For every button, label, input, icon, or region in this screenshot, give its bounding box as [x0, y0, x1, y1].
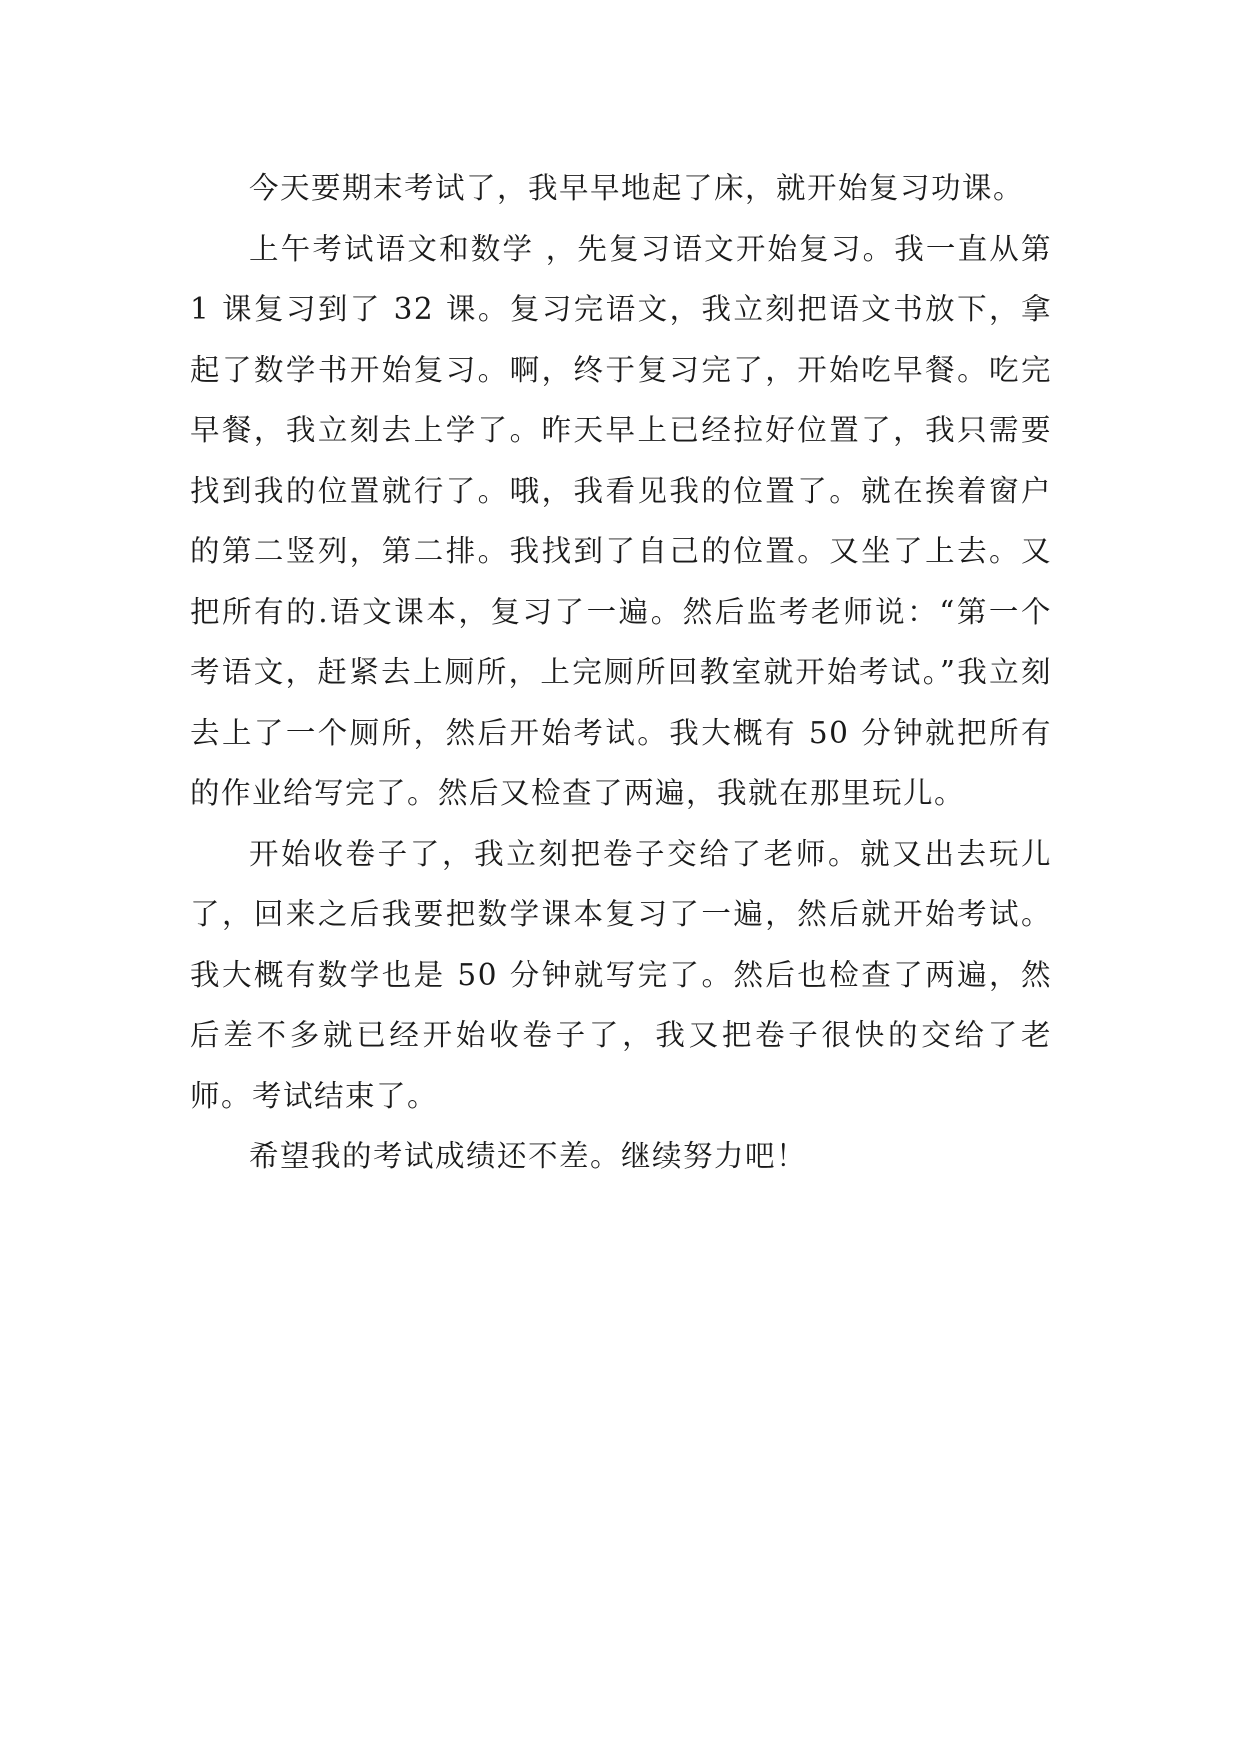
- document-body: [190, 158, 1052, 1187]
- paragraph-3: 开始收卷子了，我立刻把卷子交给了老师。就又出去玩儿了，回来之后我要把数学课本复习了一遍，然后就开始考试。我大概有数学也是 50 分钟就写完了。然后也检查了两遍，然后差不多就已经开始收卷子了，我又把卷子很快的交给了老师。考试结束了。: [190, 836, 1052, 1113]
- paragraph-2: 上午考试语文和数学 ，先复习语文开始复习。我一直从第 1 课复习到了 32 课。复习完语文，我立刻把语文书放下，拿起了数学书开始复习。啊，终于复习完了，开始吃早餐。吃完早餐，我立刻去上学了。昨天早上已经拉好位置了，我只需要找到我的位置就行了。哦，我看见我的位置了。就在挨着窗户的第二竖列，第二排。我找到了自己的位置。又坐了上去。又把所有的.语文课本，复习了一遍。然后监考老师说：“第一个考语文，赶紧去上厕所，上完厕所回教室就开始考试。”我立刻去上了一个厕所，然后开始考试。我大概有 50 分钟就把所有的作业给写完了。然后又检查了两遍，我就在那里玩儿。: [190, 231, 1052, 810]
- paragraph-1: 今天要期末考试了，我早早地起了床，就开始复习功课。: [249, 171, 1025, 205]
- paragraph-4: 希望我的考试成绩还不差。继续努力吧！: [249, 1139, 808, 1173]
